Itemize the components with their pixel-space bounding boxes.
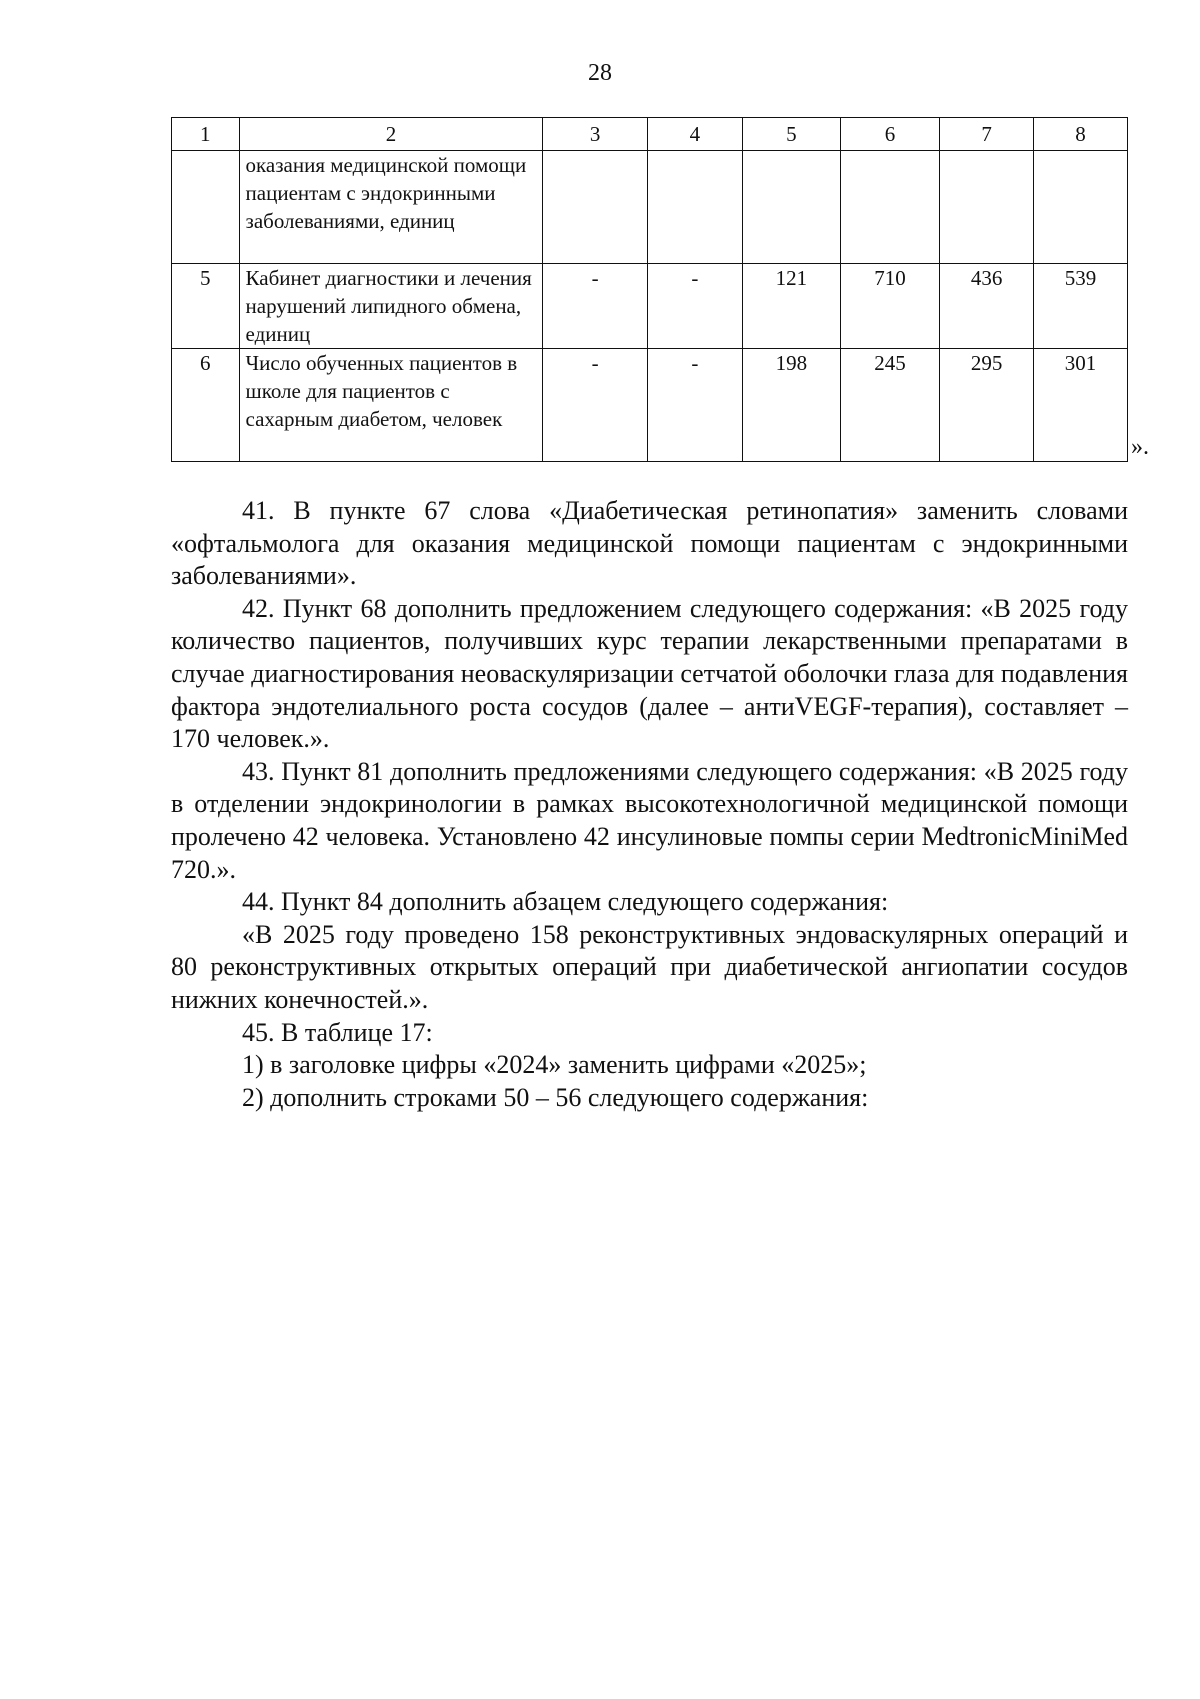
column-header: 3 <box>543 118 647 151</box>
column-header: 4 <box>647 118 742 151</box>
table-cell: - <box>647 349 742 462</box>
table-cell: - <box>543 349 647 462</box>
column-header: 5 <box>742 118 840 151</box>
paragraph-44-quote: «В 2025 году проведено 158 реконструктивных эндоваскулярных операций и 80 реконструктивных открытых операций при диабетической ангиопатии сосудов нижних конечностей.». <box>171 919 1128 1014</box>
column-header: 6 <box>840 118 939 151</box>
document-body <box>171 495 1128 1114</box>
row-number: 5 <box>172 264 240 349</box>
table-cell: 295 <box>940 349 1034 462</box>
table-cell: 710 <box>840 264 939 349</box>
paragraph-45: 45. В таблице 17: <box>242 1017 433 1047</box>
row-label: Кабинет диагностики и лечения нарушений липидного обмена, единиц <box>239 264 543 349</box>
table-cell: 245 <box>840 349 939 462</box>
paragraph-43: 43. Пункт 81 дополнить предложениями следующего содержания: «В 2025 году в отделении эндокринологии в рамках высокотехнологичной медицинской помощи пролечено 42 человека. Установлено 42 инсулиновые помпы серии MedtronicMiniMed 720.». <box>171 756 1128 884</box>
table-cell: - <box>647 264 742 349</box>
table-cell: 539 <box>1034 264 1128 349</box>
paragraph-41: 41. В пункте 67 слова «Диабетическая ретинопатия» заменить словами «офтальмолога для оказания медицинской помощи пациентам с эндокринными заболеваниями». <box>171 496 1128 591</box>
paragraph-42: 42. Пункт 68 дополнить предложением следующего содержания: «В 2025 году количество пациентов, получивших курс терапии лекарственными препаратами в случае диагностирования неоваскуляризации сетчатой оболочки глаза для подавления фактора эндотелиального роста сосудов (далее – антиVEGF-терапия), составляет – 170 человек.». <box>171 593 1128 754</box>
table-cell <box>543 151 647 264</box>
table-cell <box>940 151 1034 264</box>
table-row <box>172 264 1128 349</box>
table-closing-quote: ». <box>1131 434 1149 460</box>
table-cell: 198 <box>742 349 840 462</box>
column-header: 2 <box>239 118 543 151</box>
table-cell <box>742 151 840 264</box>
table-cell <box>1034 151 1128 264</box>
paragraph-45-item-1: 1) в заголовке цифры «2024» заменить цифрами «2025»; <box>242 1050 867 1080</box>
row-number <box>172 151 240 264</box>
table-cell: - <box>543 264 647 349</box>
table-row <box>172 349 1128 462</box>
data-table <box>171 117 1128 462</box>
row-label: оказания медицинской помощи пациентам с эндокринными заболеваниями, единиц <box>239 151 543 264</box>
table-cell: 436 <box>940 264 1034 349</box>
paragraph-45-item-2: 2) дополнить строками 50 – 56 следующего содержания: <box>242 1082 869 1112</box>
table-row <box>172 151 1128 264</box>
row-number: 6 <box>172 349 240 462</box>
column-header: 8 <box>1034 118 1128 151</box>
column-header: 7 <box>940 118 1034 151</box>
paragraph-44: 44. Пункт 84 дополнить абзацем следующего содержания: <box>242 887 889 917</box>
page-number: 28 <box>588 60 612 86</box>
table-header-row <box>172 118 1128 151</box>
table-cell: 121 <box>742 264 840 349</box>
column-header: 1 <box>172 118 240 151</box>
table-cell: 301 <box>1034 349 1128 462</box>
row-label: Число обученных пациентов в школе для пациентов с сахарным диабетом, человек <box>239 349 543 462</box>
table-cell <box>840 151 939 264</box>
table-cell <box>647 151 742 264</box>
